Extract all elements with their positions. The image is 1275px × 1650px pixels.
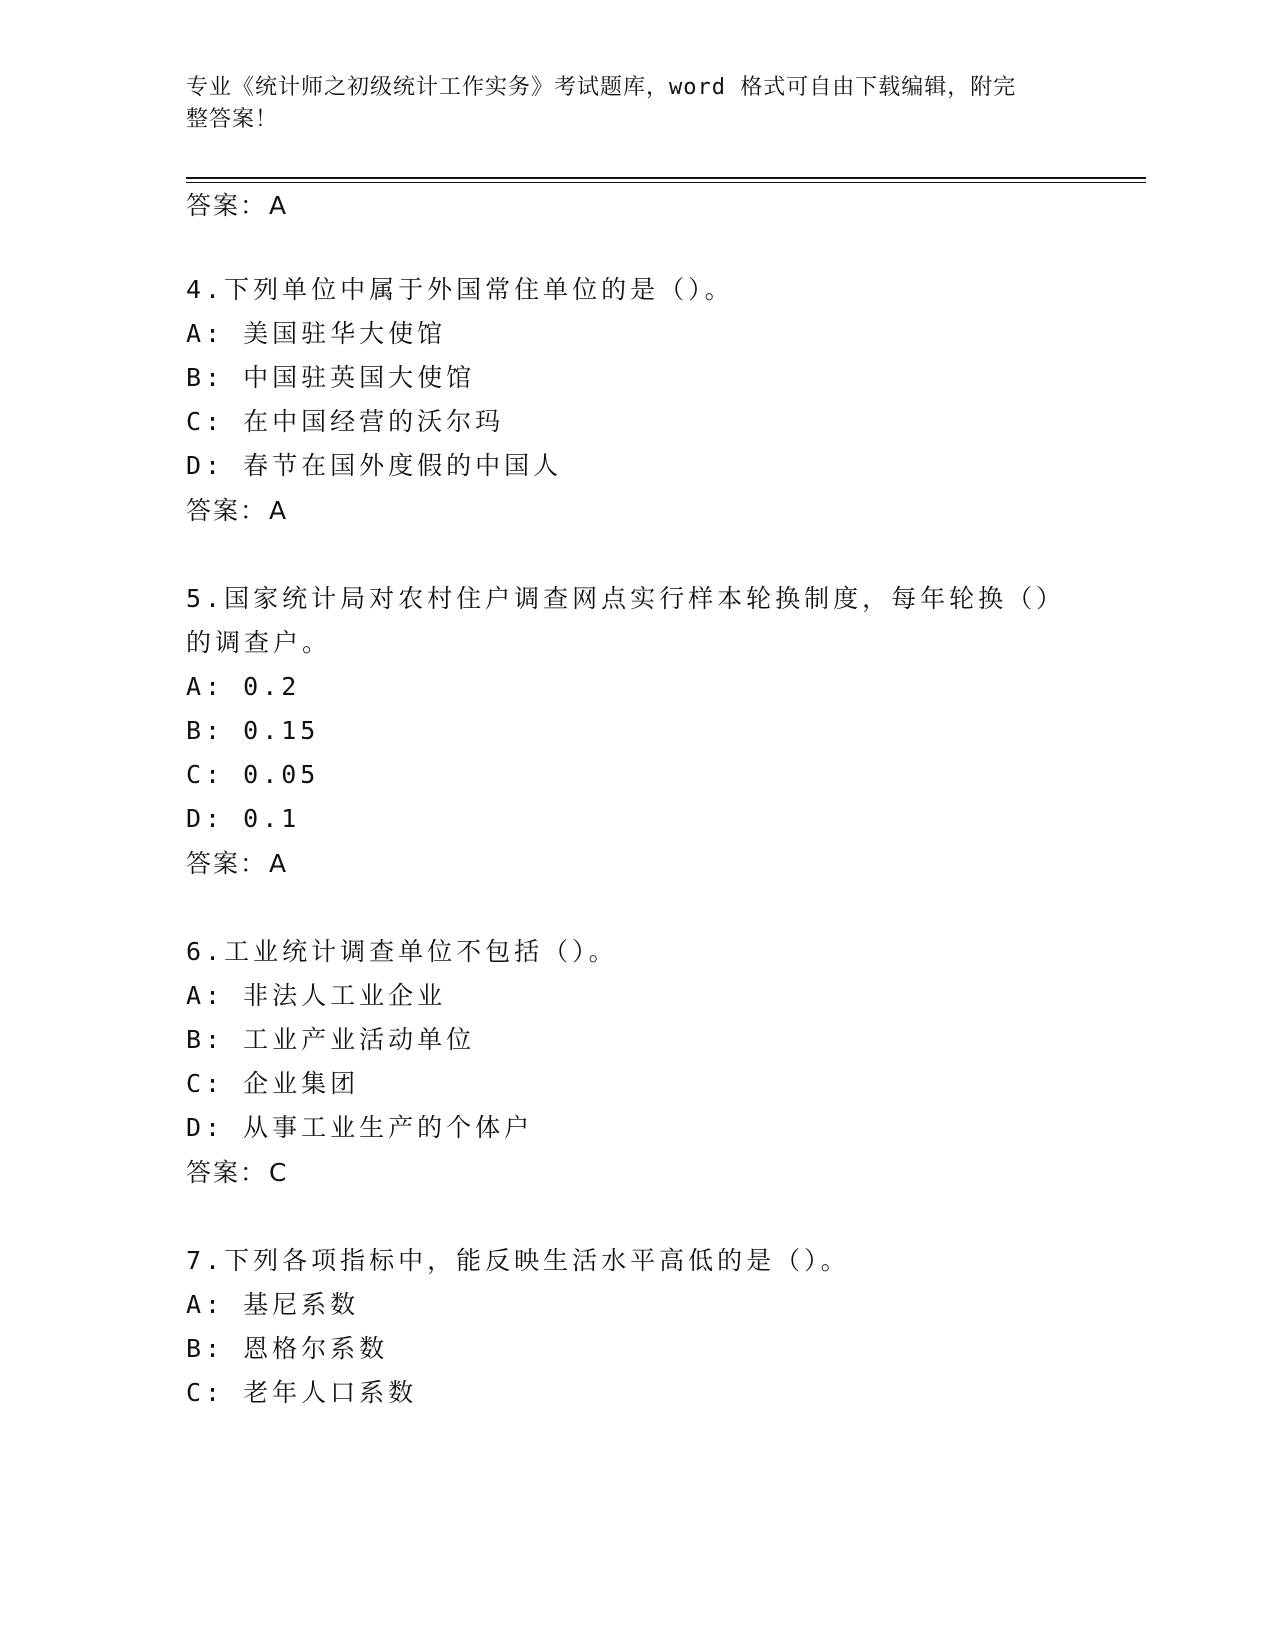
question-5-option-d: D: 0.1 [186,804,301,833]
question-6-option-b: B: 工业产业活动单位 [186,1025,476,1054]
question-4-option-c: C: 在中国经营的沃尔玛 [186,407,505,436]
header-divider [186,177,1146,179]
header-line-2: 整答案！ [186,107,279,132]
question-5-option-c: C: 0.05 [186,760,320,789]
question-5-answer [186,849,288,879]
answer-value: A [269,849,289,878]
answer-value: A [269,191,289,220]
answer-value: A [269,496,289,525]
prev-answer [186,191,288,221]
question-7-stem: 7.下列各项指标中，能反映生活水平高低的是（）。 [186,1246,850,1275]
question-6-stem: 6.工业统计调查单位不包括（）。 [186,937,618,966]
question-6-option-c: C: 企业集团 [186,1069,360,1098]
answer-label: 答案： [186,191,268,220]
question-5-option-a: A: 0.2 [186,672,301,701]
answer-label: 答案： [186,849,268,878]
answer-label: 答案： [186,496,268,525]
document-header [186,72,1066,136]
question-7-option-a: A: 基尼系数 [186,1290,360,1319]
question-4-stem: 4.下列单位中属于外国常住单位的是（）。 [186,275,734,304]
header-divider-thin [186,182,1146,183]
question-6-option-d: D: 从事工业生产的个体户 [186,1113,534,1142]
question-4-answer [186,496,288,526]
answer-label: 答案： [186,1158,268,1187]
question-4-option-d: D: 春节在国外度假的中国人 [186,451,563,480]
question-4-option-b: B: 中国驻英国大使馆 [186,363,476,392]
question-4-option-a: A: 美国驻华大使馆 [186,319,447,348]
answer-value: C [269,1158,289,1187]
question-5-stem-line-1: 5.国家统计局对农村住户调查网点实行样本轮换制度，每年轮换（） [186,584,1066,613]
question-7-option-c: C: 老年人口系数 [186,1378,418,1407]
question-6-answer [186,1158,288,1188]
question-5-stem-line-2: 的调查户。 [186,628,332,657]
question-6-option-a: A: 非法人工业企业 [186,981,447,1010]
question-5-option-b: B: 0.15 [186,716,320,745]
header-line-1: 专业《统计师之初级统计工作实务》考试题库，word 格式可自由下载编辑，附完 [186,75,1017,100]
question-7-option-b: B: 恩格尔系数 [186,1334,389,1363]
